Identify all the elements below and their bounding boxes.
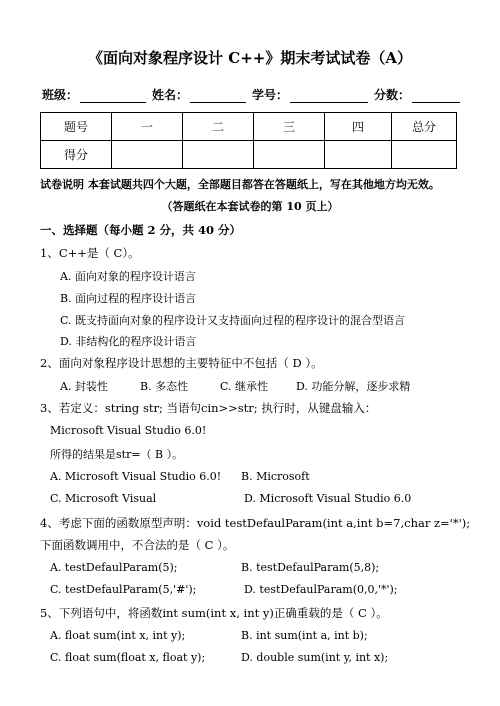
score-table — [40, 112, 457, 169]
name-label: 姓名： — [152, 88, 189, 102]
score-table-score-row — [41, 141, 457, 169]
answer-option: C. testDefaulParam(5,'#'); — [50, 583, 197, 596]
answer-option: D. testDefaulParam(0,0,'*'); — [244, 583, 398, 596]
score-cell — [112, 141, 183, 169]
score-label: 分数： — [374, 88, 411, 102]
answer-option: A. 面向对象的程序设计语言 — [60, 270, 196, 283]
question-stem: 4、考虑下面的函数原型声明：void testDefaulParam(int a,int b=7,char z='*'); — [40, 516, 471, 530]
question-input-line: Microsoft Visual Studio 6.0! — [50, 424, 207, 437]
section-title: 一、选择题（每小题 2 分，共 40 分） — [40, 223, 242, 237]
answer-option: A. Microsoft Visual Studio 6.0! — [50, 470, 222, 483]
question-result-line: 所得的结果是str=（ B ）。 — [50, 448, 184, 461]
id-label: 学号： — [252, 88, 289, 102]
score-cell — [254, 141, 325, 169]
answer-option: D. Microsoft Visual Studio 6.0 — [244, 492, 412, 505]
score-header-cell: 题号 — [41, 113, 112, 141]
score-cell — [183, 141, 254, 169]
score-header-cell: 三 — [254, 113, 325, 141]
instruction-label: 试卷说明 — [40, 178, 84, 191]
score-blank — [412, 90, 460, 103]
answer-option: C. Microsoft Visual — [50, 492, 157, 505]
instruction-text: 本套试题共四个大题，全部题目都答在答题纸上，写在其他地方均无效。 — [84, 178, 440, 191]
answer-option: B. 面向过程的程序设计语言 — [60, 292, 197, 305]
name-blank — [190, 90, 246, 103]
score-row-label: 得分 — [41, 141, 112, 169]
score-table-header-row — [41, 113, 457, 141]
answer-option: A. 封装性 — [60, 380, 108, 393]
exam-title: 《面向对象程序设计 C++》期末考试试卷（A） — [88, 49, 412, 67]
answer-option: B. 多态性 — [140, 380, 189, 393]
answer-option: A. testDefaulParam(5); — [50, 561, 178, 574]
answer-option: D. 功能分解，逐步求精 — [296, 380, 411, 393]
id-blank — [290, 90, 368, 103]
question-stem: 3、若定义：string str; 当语句cin>>str; 执行时，从键盘输入： — [40, 401, 377, 415]
class-label: 班级： — [42, 88, 79, 102]
answer-option: B. Microsoft — [241, 470, 310, 483]
question-stem: 1、C++是（ C）。 — [40, 246, 140, 260]
answer-option: B. int sum(int a, int b); — [241, 629, 368, 642]
answer-option: D. double sum(int y, int x); — [241, 651, 389, 664]
score-header-cell: 二 — [183, 113, 254, 141]
answer-option: C. float sum(float x, float y); — [50, 651, 206, 664]
answer-option: A. float sum(int x, int y); — [50, 629, 186, 642]
answer-option: B. testDefaulParam(5,8); — [241, 561, 380, 574]
score-header-cell: 总分 — [392, 113, 457, 141]
answer-option: C. 继承性 — [220, 380, 269, 393]
question-stem: 2、面向对象程序设计思想的主要特征中不包括（ D ）。 — [40, 356, 323, 370]
student-info-line — [42, 86, 466, 103]
answer-sheet-note: （答题纸在本套试卷的第 10 页上） — [161, 200, 339, 213]
question-stem: 5、下列语句中，将函数int sum(int x, int y)正确重载的是（ C ）。 — [40, 606, 388, 620]
score-header-cell: 四 — [325, 113, 392, 141]
answer-option: C. 既支持面向对象的程序设计又支持面向过程的程序设计的混合型语言 — [60, 314, 406, 327]
question-stem-continued: 下面函数调用中，不合法的是（ C ）。 — [40, 538, 235, 552]
instruction-line — [40, 176, 440, 192]
class-blank — [80, 90, 146, 103]
score-cell — [392, 141, 457, 169]
score-header-cell: 一 — [112, 113, 183, 141]
answer-option: D. 非结构化的程序设计语言 — [60, 335, 197, 348]
score-cell — [325, 141, 392, 169]
